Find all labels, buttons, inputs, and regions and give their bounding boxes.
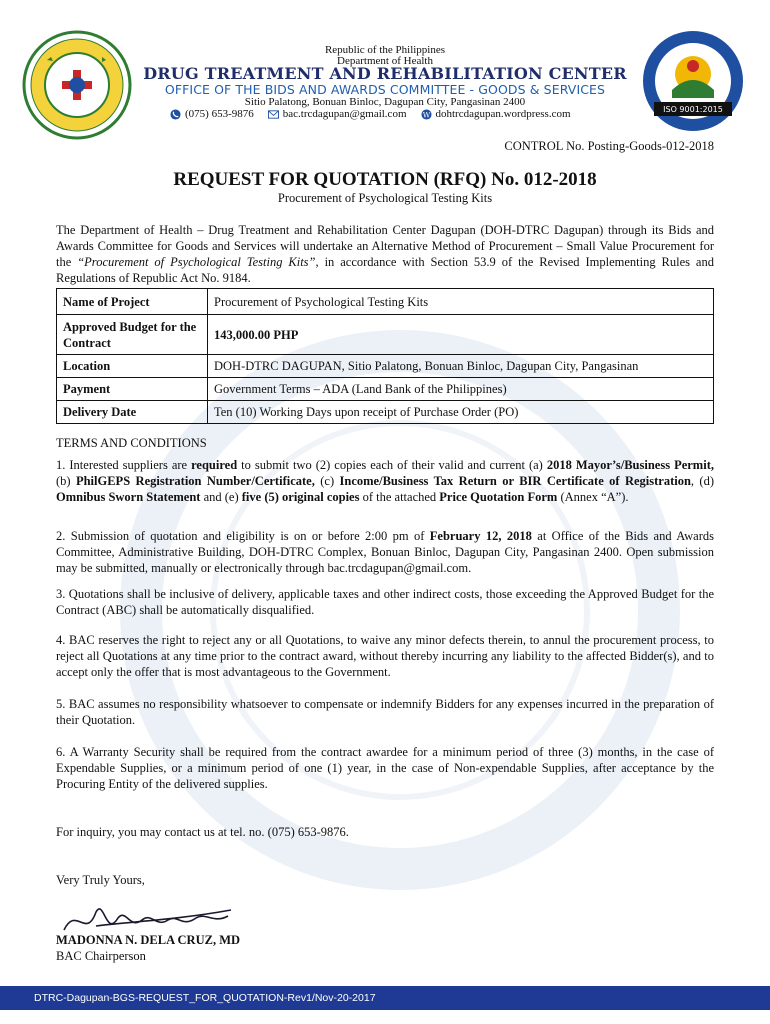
term-1-bold: Price Quotation Form [439, 490, 558, 504]
term-1-bold: 2018 Mayor’s/Business Permit, [546, 458, 714, 472]
footer-document-code: DTRC-Dagupan-BGS-REQUEST_FOR_QUOTATION-Rev1/Nov-20-2017 [34, 992, 376, 1004]
term-1-text: , (d) [690, 474, 714, 488]
contact-line [170, 108, 630, 120]
project-details-table [56, 288, 714, 424]
term-1-text: of the attached [359, 490, 440, 504]
row-value: Government Terms – ADA (Land Bank of the Philippines) [208, 378, 714, 401]
signatory-name: MADONNA N. DELA CRUZ, MD [56, 933, 241, 947]
table-row [57, 355, 714, 378]
term-2 [56, 528, 714, 576]
website-contact [421, 108, 571, 120]
term-4: 4. BAC reserves the right to reject any or all Quotations, to waive any minor defects therein, to annul the procurement process, to reject all Quotations at any time prior to the contract award, without thereby incurring any liability to the affected Bidder(s), and to accept only the offer that is most advantageous to the Government. [56, 633, 714, 679]
term-1-bold: five (5) original copies [241, 490, 360, 504]
address-line: Sitio Palatong, Bonuan Binloc, Dagupan City, Pangasinan 2400 [244, 96, 526, 108]
footer-bar [0, 986, 770, 1010]
row-key: Payment [57, 378, 208, 401]
office-name: OFFICE OF THE BIDS AND AWARDS COMMITTEE - GOODS & SERVICES [164, 82, 606, 97]
inquiry-line: For inquiry, you may contact us at tel. no. (075) 653-9876. [56, 825, 349, 839]
term-1-text: (Annex “A”). [557, 490, 629, 504]
email-contact [268, 108, 407, 120]
document-subtitle: Procurement of Psychological Testing Kits [277, 191, 493, 205]
signatory-position: BAC Chairperson [56, 949, 146, 963]
intro-project-name: “Procurement of Psychological Testing Kits” [77, 255, 316, 269]
term-1-text: (c) [314, 474, 340, 488]
dtrc-seal-logo [642, 30, 744, 132]
term-1-bold: Omnibus Sworn Statement [56, 490, 201, 504]
term-2-text: at Office of the Bids and Awards Committee, Administrative Building, DOH-DTRC Complex, Bonuan Binloc, Dagupan City, Pangasinan 2400. Open submission may be submitted, manually or electronically through bac.trcdagupan@gmail.com. [56, 529, 715, 575]
term-3: 3. Quotations shall be inclusive of delivery, applicable taxes and other indirect costs, those exceeding the Approved Budget for the Contract (ABC) shall be automatically disqualified. [56, 587, 714, 617]
term-2-date: February 12, 2018 [429, 529, 532, 543]
republic-line: Republic of the Philippines [324, 44, 446, 56]
table-row [57, 315, 714, 355]
row-value: Ten (10) Working Days upon receipt of Purchase Order (PO) [208, 401, 714, 424]
phone-icon [170, 109, 181, 120]
row-key: Approved Budget for the Contract [57, 315, 208, 355]
term-1-text: (b) [56, 474, 76, 488]
row-value: 143,000.00 PHP [208, 315, 714, 355]
row-key: Name of Project [57, 289, 208, 315]
term-6: 6. A Warranty Security shall be required from the contract awardee for a minimum period of three (3) months, in the case of Expendable Supplies, or a minimum period of one (1) year, in the case of Non-expendable Supplies, after acceptance by the Procuring Entity of the delivered supplies. [56, 745, 714, 791]
term-1-text: to submit two (2) copies each of their valid and current (a) [237, 458, 547, 472]
phone-contact [170, 108, 254, 120]
envelope-icon [268, 109, 279, 120]
term-1 [56, 457, 714, 505]
table-row [57, 378, 714, 401]
svg-text:W: W [422, 109, 430, 119]
wordpress-icon [421, 109, 432, 120]
term-2-text: 2. Submission of quotation and eligibility is on or before 2:00 pm of [56, 529, 430, 543]
doh-seal-logo [22, 30, 132, 140]
row-key: Delivery Date [57, 401, 208, 424]
document-title: REQUEST FOR QUOTATION (RFQ) No. 012-2018 [173, 169, 597, 190]
table-row [57, 289, 714, 315]
center-name: DRUG TREATMENT AND REHABILITATION CENTER [143, 64, 627, 83]
control-number: CONTROL No. Posting-Goods-012-2018 [504, 139, 714, 153]
intro-text-2: , in accordance with Section 53.9 of the Revised Implementing Rules and Regulations of Republic Act No. 9184. [56, 255, 714, 285]
row-value: DOH-DTRC DAGUPAN, Sitio Palatong, Bonuan Binloc, Dagupan City, Pangasinan [208, 355, 714, 378]
website-url[interactable]: dohtrcdagupan.wordpress.com [435, 108, 571, 120]
terms-heading: TERMS AND CONDITIONS [56, 436, 207, 450]
term-1-bold: PhilGEPS Registration Number/Certificate, [75, 474, 315, 488]
row-key: Location [57, 355, 208, 378]
closing-line: Very Truly Yours, [56, 873, 145, 887]
email-address[interactable]: bac.trcdagupan@gmail.com [282, 108, 407, 120]
term-1-bold: Income/Business Tax Return or BIR Certificate of Registration [339, 474, 691, 488]
intro-text-1: The Department of Health – Drug Treatment and Rehabilitation Center Dagupan (DOH-DTRC Dagupan) through its Bids and Awards Committee for Goods and Services will undertake an Alternative Method of Procurement – Small Value Procurement for the [56, 223, 714, 269]
intro-paragraph [56, 222, 714, 286]
department-line: Department of Health [337, 55, 433, 67]
iso-badge: ISO 9001:2015 [663, 105, 723, 114]
row-value: Procurement of Psychological Testing Kits [208, 289, 714, 315]
table-row [57, 401, 714, 424]
phone-number: (075) 653-9876 [185, 108, 254, 120]
term-1-text: and (e) [200, 490, 242, 504]
term-5: 5. BAC assumes no responsibility whatsoever to compensate or indemnify Bidders for any expenses incurred in the preparation of their Quotation. [56, 697, 714, 727]
term-1-bold: required [191, 458, 238, 472]
term-1-text: 1. Interested suppliers are [56, 458, 192, 472]
